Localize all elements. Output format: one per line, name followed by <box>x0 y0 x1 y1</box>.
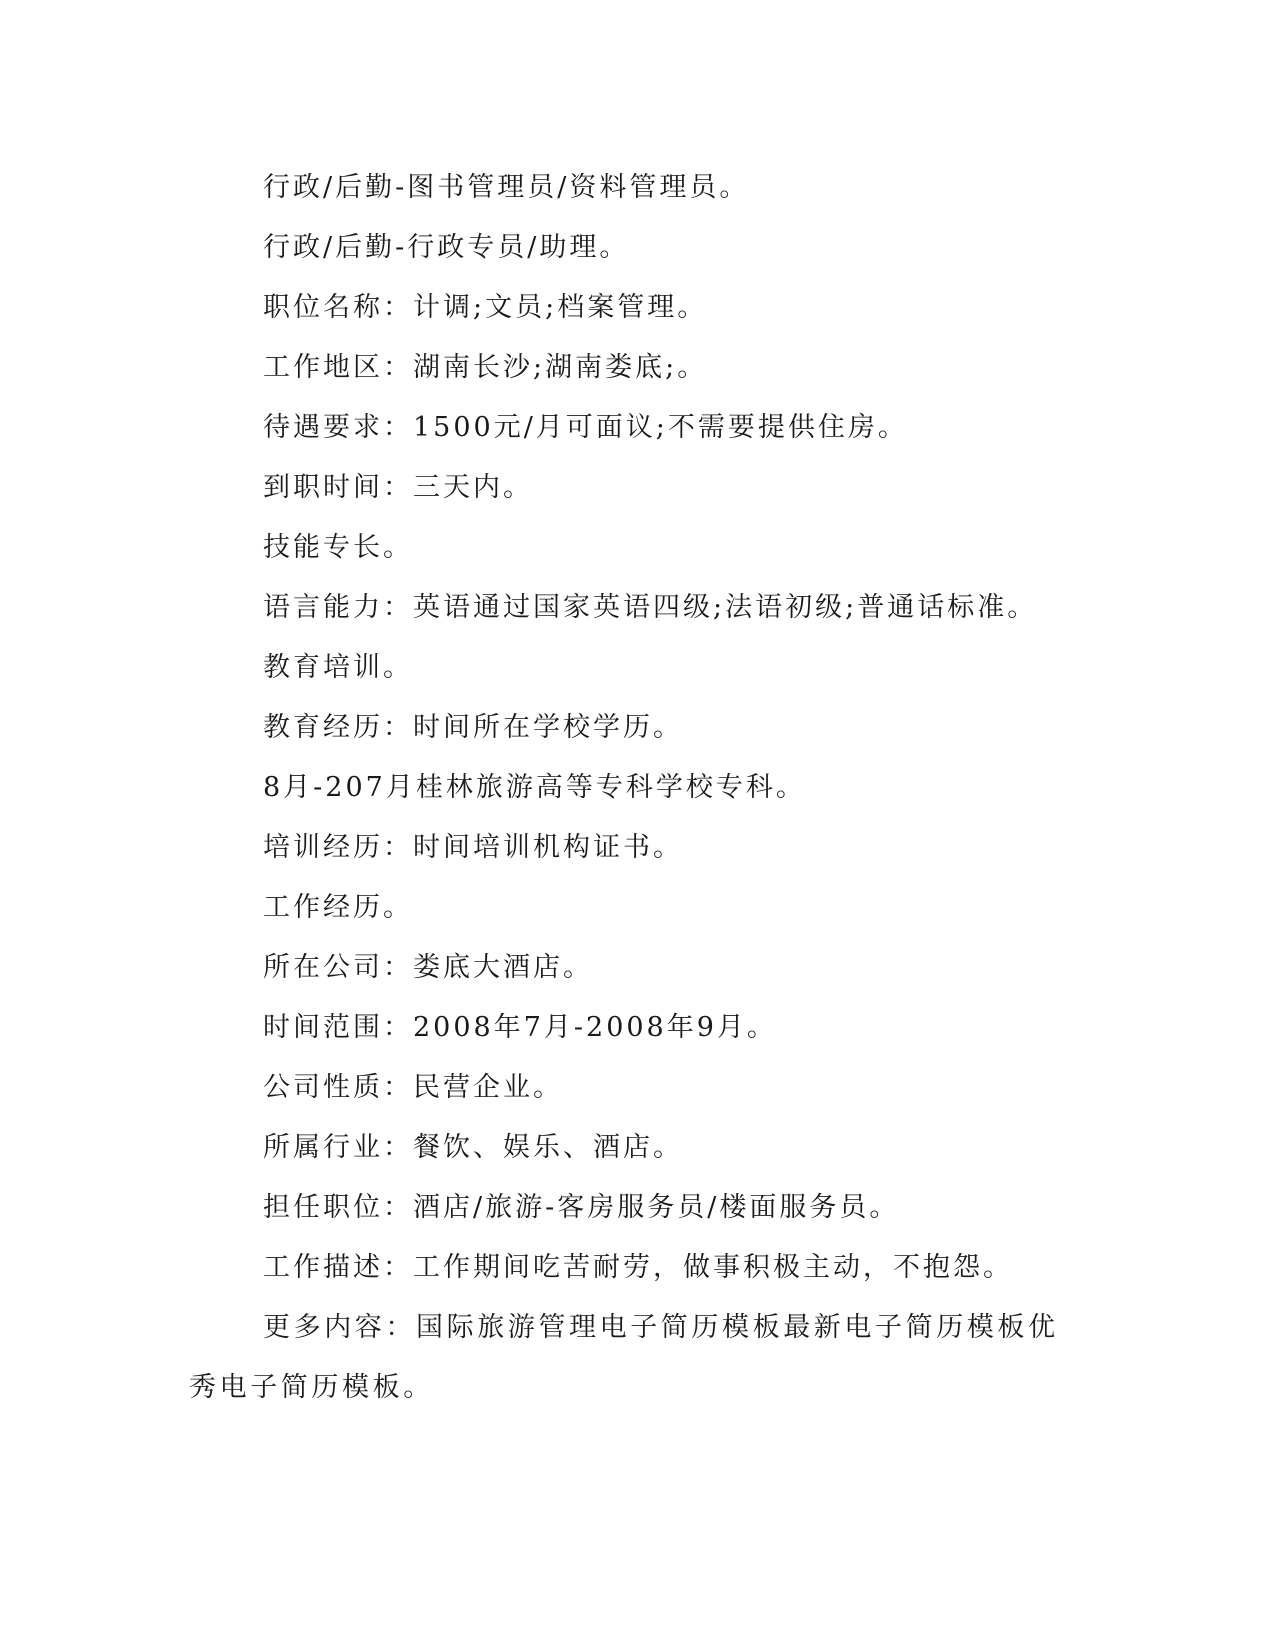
paragraph-training-history: 培训经历：时间培训机构证书。 <box>263 832 683 863</box>
paragraph-language-ability: 语言能力：英语通过国家英语四级;法语初级;普通话标准。 <box>263 592 1038 623</box>
paragraph-start-time: 到职时间：三天内。 <box>263 472 533 503</box>
paragraph-company: 所在公司：娄底大酒店。 <box>263 952 593 983</box>
paragraph-position-held: 担任职位：酒店/旅游-客房服务员/楼面服务员。 <box>263 1192 900 1223</box>
paragraph-education-history: 教育经历：时间所在学校学历。 <box>263 712 683 743</box>
paragraph-salary-requirement: 待遇要求：1500元/月可面议;不需要提供住房。 <box>263 412 908 443</box>
paragraph-skills-heading: 技能专长。 <box>263 532 413 563</box>
document-body <box>189 158 1089 1418</box>
paragraph-job-category-1: 行政/后勤-图书管理员/资料管理员。 <box>263 172 750 203</box>
paragraph-job-description: 工作描述：工作期间吃苦耐劳，做事积极主动，不抱怨。 <box>263 1252 1013 1283</box>
paragraph-work-region: 工作地区：湖南长沙;湖南娄底;。 <box>263 352 708 383</box>
paragraph-time-range: 时间范围：2008年7月-2008年9月。 <box>263 1012 777 1043</box>
paragraph-company-type: 公司性质：民营企业。 <box>263 1072 563 1103</box>
paragraph-education-heading: 教育培训。 <box>263 652 413 683</box>
paragraph-work-experience-heading: 工作经历。 <box>263 892 413 923</box>
paragraph-more-content: 更多内容：国际旅游管理电子简历模板最新电子简历模板优秀电子简历模板。 <box>189 1312 1059 1403</box>
paragraph-industry: 所属行业：餐饮、娱乐、酒店。 <box>263 1132 683 1163</box>
paragraph-position-title: 职位名称：计调;文员;档案管理。 <box>263 292 708 323</box>
paragraph-job-category-2: 行政/后勤-行政专员/助理。 <box>263 232 630 263</box>
paragraph-education-entry: 8月-207月桂林旅游高等专科学校专科。 <box>263 772 806 803</box>
